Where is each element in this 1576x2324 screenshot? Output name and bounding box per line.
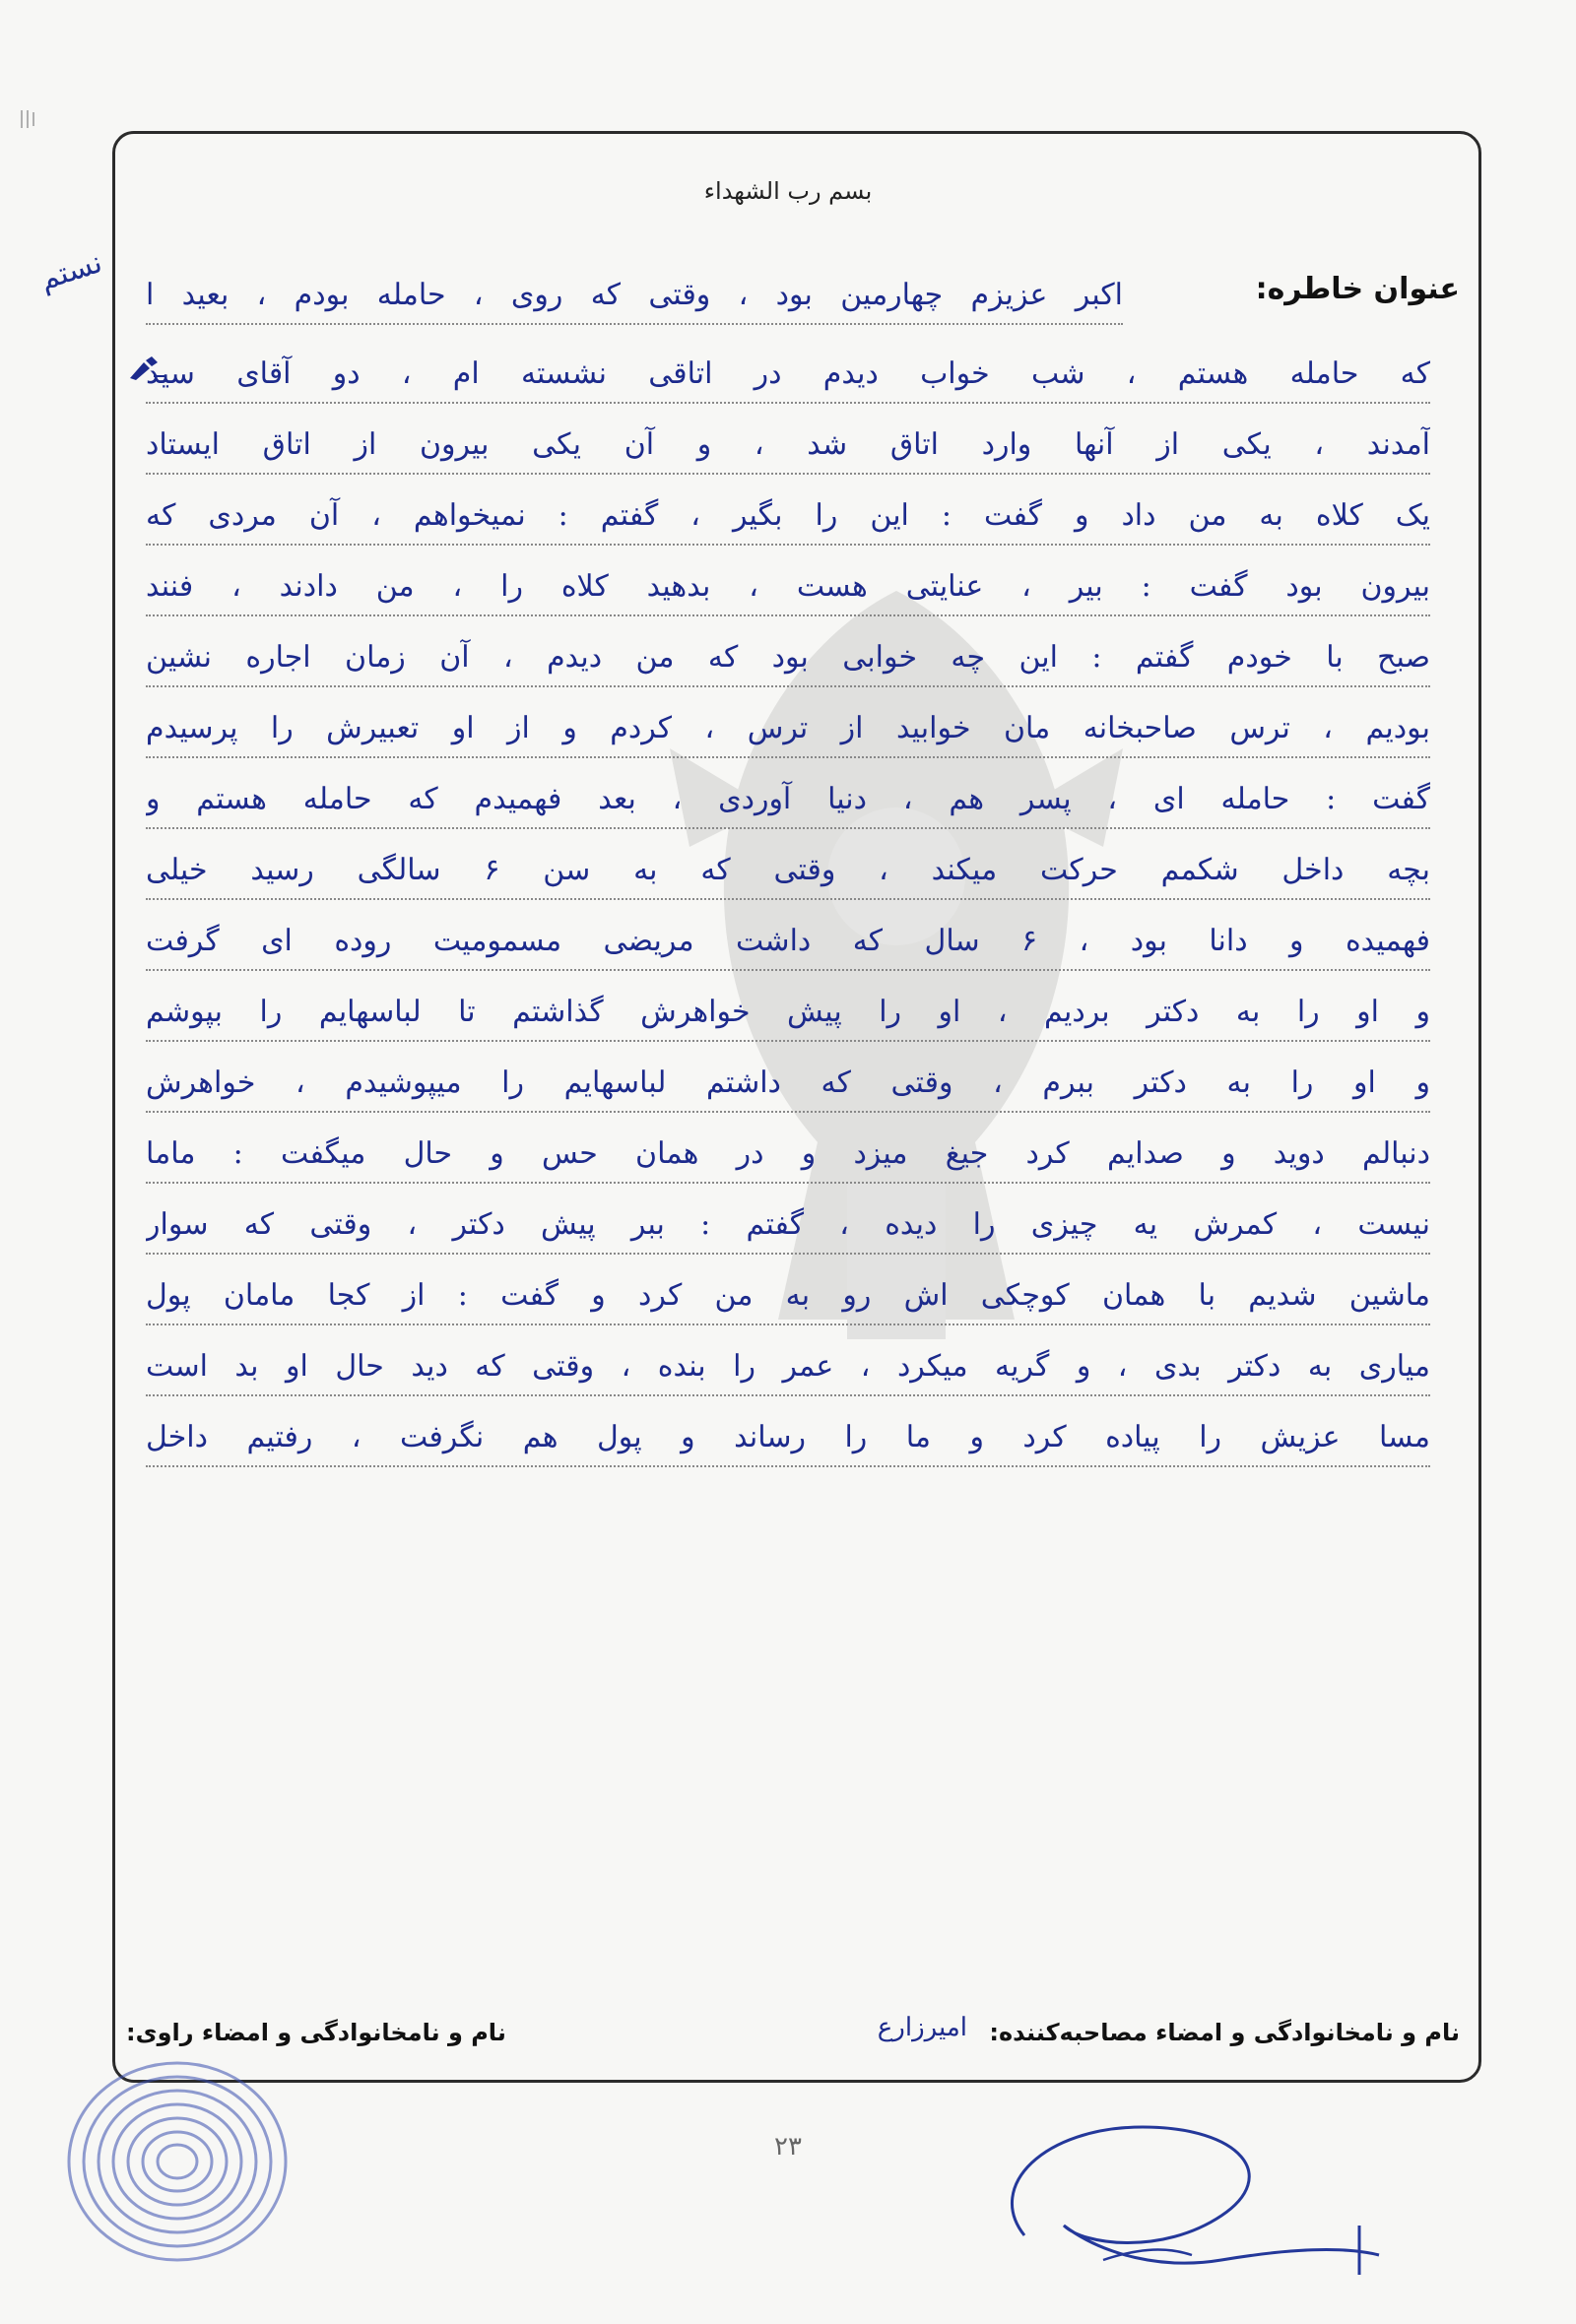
memory-line: آمدند ، یکی از آنها وارد اتاق شد ، و آن یکی بیرون از اتاق ایستاد — [146, 423, 1430, 475]
memory-line: اکبر عزیزم چهارمین بود ، وقتی که روی ، حامله بودم ، بعید ا — [146, 274, 1123, 325]
signature-labels — [126, 2013, 1460, 2058]
margin-note: نستم — [35, 244, 106, 298]
memory-line: و او را به دکتر ببرم ، وقتی که داشتم لباسهایم را میپوشیدم ، خواهرش — [146, 1062, 1430, 1113]
interviewer-name: امیرزارع — [877, 2013, 967, 2042]
memory-line: و او را به دکتر بردیم ، او را پیش خواهرش گذاشتم تا لباسهایم را بپوشم — [146, 991, 1430, 1042]
page-number: ۲۳ — [774, 2132, 802, 2162]
interviewer-label: نام و نامخانوادگی و امضاء مصاحبه‌کننده: — [989, 2019, 1460, 2046]
page-heading: بسم رب الشهداء — [703, 177, 873, 205]
memory-line: که حامله هستم ، شب خواب دیدم در اتاقی نشسته ام ، دو آقای سید — [146, 353, 1430, 404]
memory-line: مسا عزیش را پیاده کرد و ما را رساند و پول هم نگرفت ، رفتیم داخل — [146, 1416, 1430, 1467]
memory-line: یک کلاه به من داد و گفت : این را بگیر ، گفتم : نمیخواهم ، آن مردی که — [146, 494, 1430, 546]
memory-line: میاری به دکتر بدی ، و گریه میکرد ، عمر را بنده ، وقتی که دید حال او بد است — [146, 1345, 1430, 1396]
fingerprint-icon — [49, 2038, 305, 2285]
signature-icon — [965, 2088, 1399, 2285]
memory-line: بچه داخل شکمم حرکت میکند ، وقتی که به سن ۶ سالگی رسید خیلی — [146, 849, 1430, 900]
memory-line: نیست ، کمرش یه چیزی را دیده ، گفتم : ببر پیش دکتر ، وقتی که سوار — [146, 1203, 1430, 1255]
memory-line: صبح با خودم گفتم : این چه خوابی بود که من دیدم ، آن زمان اجاره نشین — [146, 636, 1430, 687]
memory-line: دنبالم دوید و صدایم کرد جیغ میزد و در همان حس و حال میگفت : ماما — [146, 1132, 1430, 1184]
memory-line: ماشین شدیم با همان کوچکی اش رو به من کرد و گفت : از کجا مامان پول — [146, 1274, 1430, 1325]
corner-mark-icon — [18, 108, 37, 130]
narrator-label: نام و نامخانوادگی و امضاء راوی: — [126, 2019, 506, 2046]
memory-title-label: عنوان خاطره: — [1255, 272, 1460, 306]
memory-line: فهمیده و دانا بود ، ۶ سال که داشت مریضی مسمومیت روده ای گرفت — [146, 920, 1430, 971]
memory-line: بیرون بود گفت : بیر ، عنایتی هست ، بدهید کلاه را ، من دادند ، فنند — [146, 565, 1430, 616]
memory-line: گفت : حامله ای ، پسر هم ، دنیا آوردی ، بعد فهمیدم که حامله هستم و — [146, 778, 1430, 829]
memory-line: بودیم ، ترس صاحبخانه مان خوابید از ترس ، کردم و از او تعبیرش را پرسیدم — [146, 707, 1430, 758]
